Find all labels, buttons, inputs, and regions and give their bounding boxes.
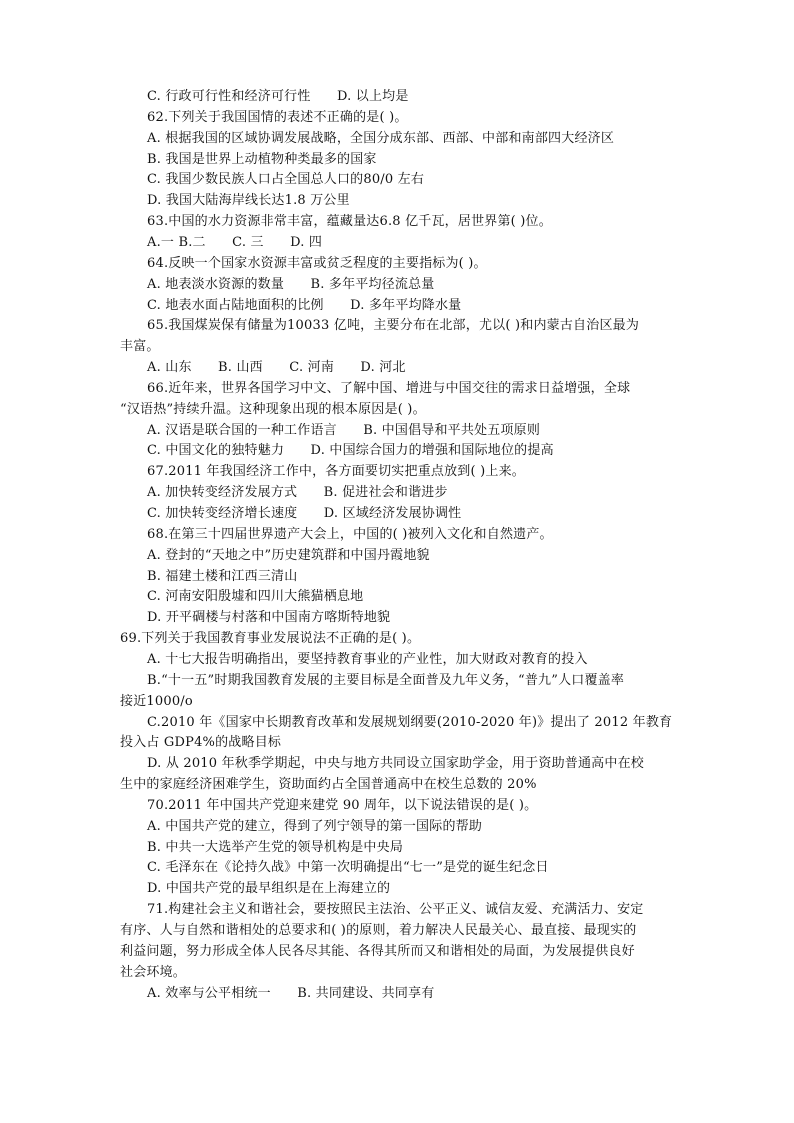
text-line: 社会环境。: [120, 964, 187, 980]
text-line: D. 从 2010 年秋季学期起，中央与地方共同设立国家助学金，用于资助普通高中在校: [147, 756, 644, 772]
text-line: 63.中国的水力资源非常丰富，蕴藏量达6.8 亿千瓦，居世界第( )位。: [147, 214, 552, 230]
text-line: C. 河南安阳殷墟和四川大熊猫栖息地: [147, 589, 364, 605]
text-line: 69.下列关于我国教育事业发展说法不正确的是( )。: [120, 631, 421, 647]
text-line: A. 汉语是联合国的一种工作语言 B. 中国倡导和平共处五项原则: [147, 422, 541, 438]
text-line: C. 加快转变经济增长速度 D. 区域经济发展协调性: [147, 506, 462, 521]
text-line: 67.2011 年我国经济工作中，各方面要切实把重点放到( )上来。: [147, 464, 525, 480]
text-line: B. 我国是世界上动植物种类最多的国家: [147, 151, 377, 167]
text-line: D. 开平碉楼与村落和中国南方喀斯特地貌: [147, 610, 391, 626]
text-line: 接近1000/o: [120, 693, 193, 709]
text-line: A.一 B.二 C. 三 D. 四: [147, 234, 323, 250]
text-line: 71.构建社会主义和谐社会，要按照民主法治、公平正义、诚信友爱、充满活力、安定: [147, 902, 644, 918]
text-line: 利益问题，努力形成全体人民各尽其能、各得其所而又和谐相处的局面，为发展提供良好: [120, 943, 635, 959]
text-line: A. 中国共产党的建立，得到了列宁领导的第一国际的帮助: [147, 818, 483, 834]
text-line: A. 加快转变经济发展方式 B. 促进社会和谐进步: [147, 485, 448, 501]
text-line: B. 中共一大选举产生党的领导机构是中央局: [147, 839, 404, 855]
text-line: C. 我国少数民族人口占全国总人口的80/0 左右: [147, 172, 425, 188]
text-line: A. 登封的“天地之中”历史建筑群和中国丹霞地貌: [147, 547, 430, 563]
text-line: 65.我国煤炭保有储量为10033 亿吨，主要分布在北部，尤以( )和内蒙古自治区最为: [147, 318, 640, 334]
text-line: 68.在第三十四届世界遗产大会上，中国的( )被列入文化和自然遗产。: [147, 526, 553, 542]
text-line: A. 地表淡水资源的数量 B. 多年平均径流总量: [147, 276, 435, 292]
text-line: 投入占 GDP4%的战略目标: [120, 735, 282, 751]
text-line: 70.2011 年中国共产党迎来建党 90 周年，以下说法错误的是( )。: [147, 797, 538, 813]
text-line: C. 地表水面占陆地面积的比例 D. 多年平均降水量: [147, 297, 462, 313]
text-line: 生中的家庭经济困难学生，资助面约占全国普通高中在校生总数的 20%: [120, 777, 537, 793]
text-line: A. 效率与公平相统一 B. 共同建设、共同享有: [147, 985, 435, 1001]
text-line: 丰富。: [120, 339, 160, 355]
text-line: A. 山东 B. 山西 C. 河南 D. 河北: [147, 360, 406, 376]
text-line: A. 十七大报告明确指出，要坚持教育事业的产业性，加大财政对教育的投入: [147, 651, 588, 667]
text-line: “汉语热”持续升温。这种现象出现的根本原因是( )。: [120, 401, 426, 417]
text-line: 66.近年来，世界各国学习中文、了解中国、增进与中国交往的需求日益增强，全球: [147, 380, 631, 396]
text-line: B. 福建土楼和江西三清山: [147, 568, 298, 584]
text-line: B.“十一五”时期我国教育发展的主要目标是全面普及九年义务，“普九”人口覆盖率: [147, 672, 625, 688]
text-line: 62.下列关于我国国情的表述不正确的是( )。: [147, 109, 408, 125]
text-line: 64.反映一个国家水资源丰富或贫乏程度的主要指标为( )。: [147, 255, 487, 271]
text-line: C.2010 年《国家中长期教育改革和发展规划纲要(2010-2020 年)》提出了 2012 年教育: [147, 714, 673, 730]
text-line: C. 行政可行性和经济可行性 D. 以上均是: [147, 89, 409, 104]
text-line: D. 中国共产党的最早组织是在上海建立的: [147, 881, 391, 897]
text-line: C. 中国文化的独特魅力 D. 中国综合国力的增强和国际地位的提高: [147, 443, 554, 459]
text-line: A. 根据我国的区域协调发展战略，全国分成东部、西部、中部和南部四大经济区: [147, 130, 615, 146]
text-line: C. 毛泽东在《论持久战》中第一次明确提出“七一”是党的诞生纪念日: [147, 860, 549, 876]
text-line: 有序、人与自然和谐相处的总要求和( )的原则，着力解决人民最关心、最直接、最现实的: [120, 923, 637, 938]
text-line: D. 我国大陆海岸线长达1.8 万公里: [147, 193, 350, 209]
